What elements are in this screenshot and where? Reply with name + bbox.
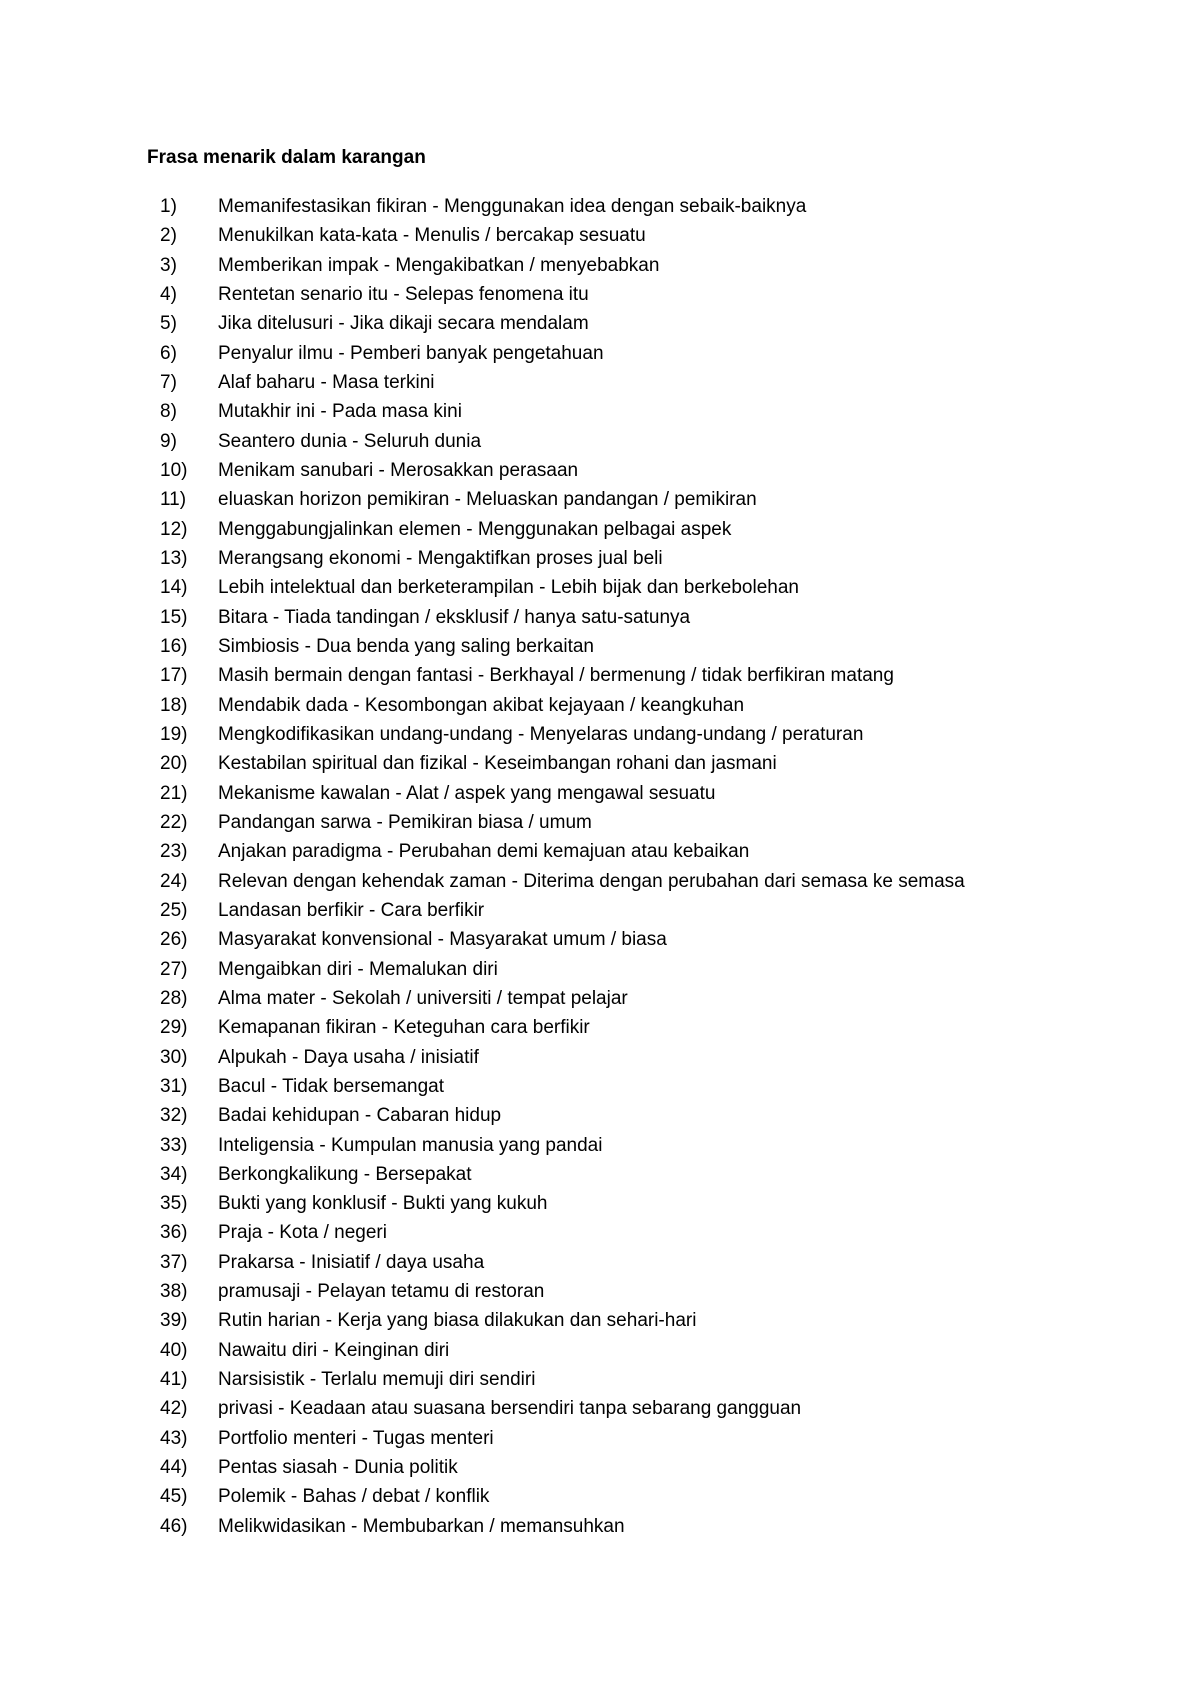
list-item-number (160, 1453, 218, 1482)
list-item-text: Jika ditelusuri - Jika dikaji secara mendalam (218, 313, 589, 335)
list-item-text: Masih bermain dengan fantasi - Berkhayal / bermenung / tidak berfikiran matang (218, 665, 894, 687)
list-item (160, 456, 965, 485)
list-item-number (160, 1072, 218, 1101)
list-item-number (160, 1131, 218, 1160)
list-item-text: Kemapanan fikiran - Keteguhan cara berfikir (218, 1017, 590, 1039)
list-item-number (160, 1394, 218, 1423)
list-item-number-label: 14) (160, 577, 188, 599)
list-item-number (160, 485, 218, 514)
list-item (160, 955, 965, 984)
list-item-number-label: 37) (160, 1251, 188, 1273)
list-item-number-label: 16) (160, 635, 188, 657)
list-item (160, 749, 965, 778)
list-item (160, 1306, 965, 1335)
list-item-number (160, 192, 218, 221)
list-item (160, 1424, 965, 1453)
list-item-number-label: 1) (160, 196, 177, 217)
list-item (160, 1394, 965, 1423)
list-item (160, 427, 965, 456)
list-item-text: Memberikan impak - Mengakibatkan / menyebabkan (218, 254, 660, 276)
list-item-text: Alpukah - Daya usaha / inisiatif (218, 1046, 479, 1068)
list-item-text: Inteligensia - Kumpulan manusia yang pandai (218, 1134, 603, 1156)
list-item-number-label: 18) (160, 694, 188, 716)
list-item-number-label: 12) (160, 518, 188, 540)
phrase-list (160, 192, 965, 1541)
list-item-number (160, 837, 218, 866)
list-item (160, 515, 965, 544)
list-item (160, 1072, 965, 1101)
list-item-number-label: 31) (160, 1075, 188, 1097)
list-item-number (160, 1306, 218, 1335)
list-item-number-label: 3) (160, 254, 177, 276)
list-item-number-label: 10) (160, 459, 188, 481)
list-item-number-label: 26) (160, 929, 188, 951)
list-item-text: Rentetan senario itu - Selepas fenomena itu (218, 283, 589, 305)
list-item (160, 1248, 965, 1277)
list-item (160, 192, 965, 221)
list-item-text: Pandangan sarwa - Pemikiran biasa / umum (218, 811, 592, 833)
list-item-number-label: 29) (160, 1017, 188, 1039)
list-item (160, 544, 965, 573)
list-item-text: Prakarsa - Inisiatif / daya usaha (218, 1251, 485, 1273)
list-item-number (160, 339, 218, 368)
list-item (160, 397, 965, 426)
list-item-number (160, 515, 218, 544)
list-item-text: Melikwidasikan - Membubarkan / memansuhkan (218, 1515, 625, 1537)
list-item-number-label: 39) (160, 1310, 188, 1332)
list-item (160, 691, 965, 720)
list-item-text: Mengkodifikasikan undang-undang - Menyelaras undang-undang / peraturan (218, 723, 864, 745)
list-item (160, 808, 965, 837)
list-item-number (160, 221, 218, 250)
list-item-number (160, 1101, 218, 1130)
list-item-number-label: 30) (160, 1046, 188, 1068)
list-item-text: Lebih intelektual dan berketerampilan - Lebih bijak dan berkebolehan (218, 577, 799, 599)
list-item-number-label: 23) (160, 841, 188, 863)
list-item (160, 1277, 965, 1306)
list-item-number-label: 24) (160, 870, 188, 892)
list-item-number-label: 21) (160, 782, 188, 804)
list-item-number (160, 1248, 218, 1277)
list-item-number-label: 25) (160, 899, 188, 921)
list-item (160, 1218, 965, 1247)
list-item-text: Mekanisme kawalan - Alat / aspek yang mengawal sesuatu (218, 782, 716, 804)
list-item-number (160, 1043, 218, 1072)
list-item-number-label: 45) (160, 1486, 188, 1508)
list-item-text: Narsisistik - Terlalu memuji diri sendiri (218, 1369, 536, 1391)
list-item (160, 485, 965, 514)
list-item-number-label: 2) (160, 225, 177, 247)
list-item-number-label: 41) (160, 1369, 188, 1391)
list-item-text: Badai kehidupan - Cabaran hidup (218, 1105, 502, 1127)
list-item-number (160, 955, 218, 984)
list-item-number (160, 397, 218, 426)
list-item-number (160, 251, 218, 280)
list-item-number-label: 11) (160, 489, 187, 511)
list-item-text: Bacul - Tidak bersemangat (218, 1075, 445, 1097)
list-item-text: Relevan dengan kehendak zaman - Diterima dengan perubahan dari semasa ke semasa (218, 870, 965, 892)
list-item (160, 221, 965, 250)
list-item-number (160, 456, 218, 485)
list-item-number (160, 1277, 218, 1306)
list-item-text: Kestabilan spiritual dan fizikal - Keseimbangan rohani dan jasmani (218, 753, 777, 775)
list-item-number (160, 280, 218, 309)
list-item-text: Masyarakat konvensional - Masyarakat umum / biasa (218, 929, 667, 951)
list-item-number-label: 27) (160, 958, 188, 980)
list-item-number-label: 46) (160, 1515, 188, 1537)
list-item (160, 251, 965, 280)
list-item-number-label: 19) (160, 723, 188, 745)
list-item-text: Merangsang ekonomi - Mengaktifkan proses jual beli (218, 547, 663, 569)
list-item-number-label: 8) (160, 401, 177, 423)
list-item-text: Mendabik dada - Kesombongan akibat kejayaan / keangkuhan (218, 694, 745, 716)
list-item-number-label: 17) (160, 665, 188, 687)
list-item-text: Pentas siasah - Dunia politik (218, 1457, 458, 1479)
list-item-text: Portfolio menteri - Tugas menteri (218, 1427, 494, 1449)
list-item-number-label: 7) (160, 371, 177, 393)
list-item-text: pramusaji - Pelayan tetamu di restoran (218, 1281, 545, 1303)
list-item-number (160, 544, 218, 573)
list-item-number (160, 808, 218, 837)
list-item-text: eluaskan horizon pemikiran - Meluaskan pandangan / pemikiran (218, 489, 757, 511)
list-item-text: Alma mater - Sekolah / universiti / tempat pelajar (218, 987, 628, 1009)
list-item (160, 837, 965, 866)
list-item-number (160, 603, 218, 632)
list-item-text: privasi - Keadaan atau suasana bersendiri tanpa sebarang gangguan (218, 1398, 802, 1420)
list-item-text: Berkongkalikung - Bersepakat (218, 1163, 472, 1185)
list-item-number (160, 925, 218, 954)
list-item (160, 339, 965, 368)
list-item (160, 779, 965, 808)
list-item-number (160, 427, 218, 456)
list-item (160, 632, 965, 661)
list-item-number (160, 661, 218, 690)
list-item-number (160, 632, 218, 661)
list-item-number (160, 573, 218, 602)
list-item-text: Menikam sanubari - Merosakkan perasaan (218, 459, 579, 481)
list-item (160, 309, 965, 338)
list-item-number (160, 368, 218, 397)
list-item-number-label: 6) (160, 342, 177, 364)
list-item (160, 573, 965, 602)
list-item-number-label: 36) (160, 1222, 188, 1244)
list-item (160, 1131, 965, 1160)
list-item-number (160, 1013, 218, 1042)
list-item-number-label: 22) (160, 811, 188, 833)
list-item-text: Penyalur ilmu - Pemberi banyak pengetahuan (218, 342, 604, 364)
list-item-number-label: 28) (160, 987, 188, 1009)
list-item-number-label: 38) (160, 1281, 188, 1303)
list-item (160, 603, 965, 632)
list-item-text: Polemik - Bahas / debat / konflik (218, 1486, 490, 1508)
list-item-text: Menukilkan kata-kata - Menulis / bercakap sesuatu (218, 225, 646, 247)
list-item (160, 984, 965, 1013)
list-item-text: Anjakan paradigma - Perubahan demi kemajuan atau kebaikan (218, 841, 750, 863)
list-item-number-label: 20) (160, 753, 188, 775)
list-item-number (160, 1218, 218, 1247)
list-item-number (160, 749, 218, 778)
list-item-text: Simbiosis - Dua benda yang saling berkaitan (218, 635, 594, 657)
list-item-number (160, 984, 218, 1013)
list-item-number-label: 32) (160, 1105, 188, 1127)
list-item-number (160, 1336, 218, 1365)
list-item (160, 1512, 965, 1541)
list-item-number (160, 1424, 218, 1453)
list-item (160, 1336, 965, 1365)
list-item-number (160, 867, 218, 896)
list-item (160, 1453, 965, 1482)
list-item-text: Nawaitu diri - Keinginan diri (218, 1339, 450, 1361)
list-item (160, 1101, 965, 1130)
list-item-text: Landasan berfikir - Cara berfikir (218, 899, 485, 921)
list-item (160, 1160, 965, 1189)
list-item (160, 1013, 965, 1042)
list-item-text: Mutakhir ini - Pada masa kini (218, 401, 462, 423)
list-item (160, 1482, 965, 1511)
list-item-text: Bukti yang konklusif - Bukti yang kukuh (218, 1193, 548, 1215)
document-title: Frasa menarik dalam karangan (147, 147, 426, 168)
list-item-number-label: 15) (160, 606, 188, 628)
list-item-number-label: 42) (160, 1398, 188, 1420)
list-item-number-label: 43) (160, 1427, 188, 1449)
list-item (160, 925, 965, 954)
list-item-text: Memanifestasikan fikiran - Menggunakan idea dengan sebaik-baiknya (218, 196, 807, 217)
list-item-text: Praja - Kota / negeri (218, 1222, 387, 1244)
list-item-number-label: 44) (160, 1457, 188, 1479)
list-item (160, 896, 965, 925)
list-item-number-label: 33) (160, 1134, 188, 1156)
list-item-number (160, 691, 218, 720)
list-item (160, 1365, 965, 1394)
list-item-text: Rutin harian - Kerja yang biasa dilakukan dan sehari-hari (218, 1310, 697, 1332)
list-item-number (160, 1365, 218, 1394)
list-item-number (160, 720, 218, 749)
list-item-number (160, 1160, 218, 1189)
list-item (160, 368, 965, 397)
list-item (160, 867, 965, 896)
list-item-number-label: 9) (160, 430, 177, 452)
list-item-text: Mengaibkan diri - Memalukan diri (218, 958, 498, 980)
list-item-number (160, 309, 218, 338)
list-item (160, 720, 965, 749)
list-item-number-label: 5) (160, 313, 177, 335)
list-item-text: Seantero dunia - Seluruh dunia (218, 430, 482, 452)
list-item (160, 1189, 965, 1218)
list-item-number (160, 1189, 218, 1218)
list-item-number (160, 1482, 218, 1511)
list-item-text: Menggabungjalinkan elemen - Menggunakan pelbagai aspek (218, 518, 732, 540)
list-item-number (160, 779, 218, 808)
list-item-number (160, 1512, 218, 1541)
list-item-number-label: 40) (160, 1339, 188, 1361)
list-item-number (160, 896, 218, 925)
list-item (160, 280, 965, 309)
list-item-number-label: 13) (160, 547, 188, 569)
list-item (160, 1043, 965, 1072)
list-item-number-label: 34) (160, 1163, 188, 1185)
list-item-text: Bitara - Tiada tandingan / eksklusif / hanya satu-satunya (218, 606, 691, 628)
list-item-number-label: 4) (160, 283, 177, 305)
list-item-number-label: 35) (160, 1193, 188, 1215)
list-item (160, 661, 965, 690)
list-item-text: Alaf baharu - Masa terkini (218, 371, 435, 393)
